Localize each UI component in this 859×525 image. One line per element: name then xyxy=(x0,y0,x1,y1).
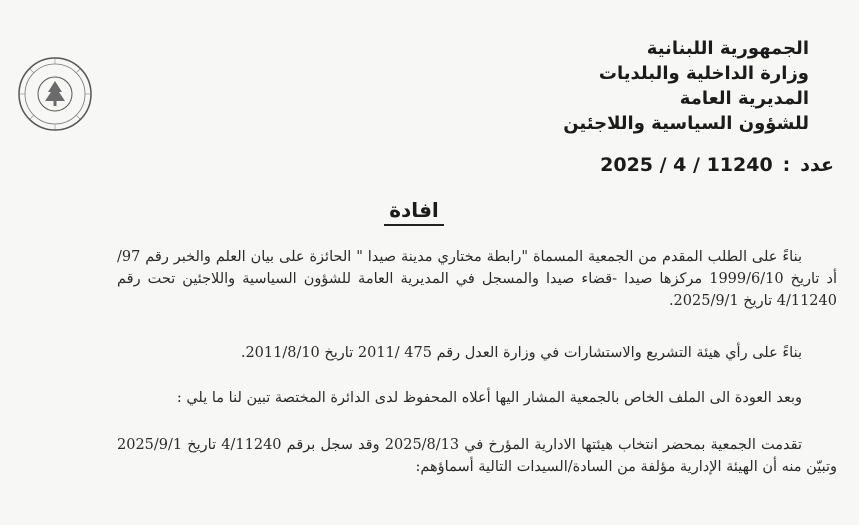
ministry-seal-icon xyxy=(17,56,93,132)
paragraph-request: بناءً على الطلب المقدم من الجمعية المسماة "رابطة مختاري مدينة صيدا " الحائزة على بيان العلم والخبر رقم 97/أد تاريخ 1999/6/10 مركزها صيدا -قضاء صيدا والمسجل في المديرية العامة للشؤون السياسية واللاجئين تحت رقم 4/11240 تاريخ 2025/9/1. xyxy=(117,249,837,309)
reference-colon: : xyxy=(782,154,791,176)
document-title: افادة xyxy=(384,198,444,226)
letterhead-department: للشؤون السياسية واللاجئين xyxy=(563,113,809,134)
letterhead-republic: الجمهورية اللبنانية xyxy=(646,38,809,59)
reference-number xyxy=(474,154,834,176)
letterhead-directorate: المديرية العامة xyxy=(679,88,809,109)
paragraph-election: تقدمت الجمعية بمحضر انتخاب هيئتها الادارية المؤرخ في 2025/8/13 وقد سجل برقم 4/11240 تاريخ 2025/9/1 وتبيّن منه أن الهيئة الإدارية مؤلفة من السادة/السيدات التالية أسماؤهم: xyxy=(117,437,837,475)
letterhead xyxy=(479,36,809,136)
reference-label: عدد xyxy=(800,154,834,176)
reference-value: 2025 / 4 / 11240 xyxy=(600,154,773,176)
paragraph-file-review: وبعد العودة الى الملف الخاص بالجمعية المشار اليها أعلاه المحفوظ لدى الدائرة المختصة تبين لنا ما يلي : xyxy=(176,390,802,406)
paragraph-legal-opinion: بناءً على رأي هيئة التشريع والاستشارات في وزارة العدل رقم 475 /2011 تاريخ 2011/8/10. xyxy=(240,345,802,361)
letterhead-ministry: وزارة الداخلية والبلديات xyxy=(598,63,809,84)
